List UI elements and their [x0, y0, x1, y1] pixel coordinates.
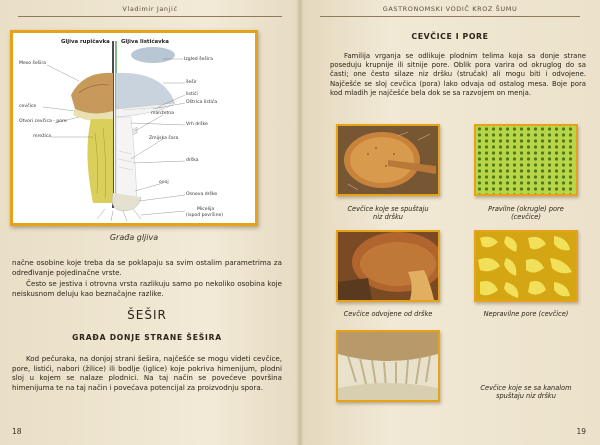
- section-heading-cevcice-pore: CEVČICE I PORE: [411, 32, 489, 41]
- paragraph-hymenium: Kod pečuraka, na donjoj strani šešira, najčešće se mogu videti cevčice, pore, listići, nabori (žilice) ili bodlje (iglice) koje pokriva himenijum, plodni sloj u kojem se nalaze plodnici. Na taj način se povećeve površina himenijuma te na taj način i povećava potencijal za proizvodnju spora.: [12, 354, 282, 392]
- caption-photo-3: Cevčice odvojene od drške: [343, 310, 433, 318]
- diagram-title-bolete: Gljiva rupičavka: [61, 39, 110, 45]
- label-micelija: Micelija: [197, 207, 215, 212]
- label-mrezica: mrežica: [33, 134, 52, 139]
- label-ispod-povrsine: (ispod površine): [186, 213, 224, 218]
- label-otvori-cevcica: Otvori cevčica - pore: [19, 119, 67, 124]
- book-gutter: [296, 0, 304, 445]
- mushroom-illustration: [13, 33, 255, 223]
- caption-photo-1: Cevčice koje se spuštaju niz dršku: [347, 205, 429, 222]
- label-cevcice: cevčice: [19, 104, 37, 109]
- paragraph-continuation: načne osobine koje treba da se poklapaju sa svim ostalim parametrima za određivanje pojedinačne vrste.: [12, 258, 282, 277]
- page-number-left: 18: [12, 427, 22, 436]
- section-heading-sesir: ŠEŠIR: [127, 308, 167, 322]
- page-number-right: 19: [576, 427, 586, 436]
- mushroom-anatomy-diagram: [10, 30, 258, 226]
- diagram-title-gilled: Gljiva listićavka: [121, 39, 169, 45]
- label-ovoj: ovoj: [159, 180, 169, 185]
- label-sesir: šešir: [186, 80, 197, 85]
- label-manzetna: manžetna: [151, 111, 174, 116]
- caption-photo-2: Pravilne (okrugle) pore (cevčice): [488, 205, 564, 222]
- label-zmijska-sara: Zmijska šara: [149, 136, 179, 141]
- label-ostrica-listica: Oštrica listića: [186, 100, 218, 105]
- photo-regular-pores: [474, 124, 578, 196]
- label-izgled-sesira: Izgled šešira: [184, 57, 213, 62]
- photo-tubes-with-channel: [336, 330, 440, 402]
- header-rule: [320, 16, 580, 17]
- photo-decurrent-tubes: [336, 124, 440, 196]
- label-listici: listići: [186, 92, 198, 97]
- running-head-left: Vladimir Janjić: [122, 5, 178, 13]
- caption-photo-4: Nepravilne pore (cevčice): [483, 310, 569, 318]
- label-osnova-drske: Osnova drške: [186, 192, 218, 197]
- label-drska: drška: [186, 158, 199, 163]
- photo-tubes-separated: [336, 230, 440, 302]
- diagram-caption: Građa gljiva: [109, 233, 159, 242]
- right-page: [300, 0, 600, 445]
- paragraph-boletes-intro: Familija vrganja se odlikuje plodnim telima koja sa donje strane poseduju krupnije ili sitnije pore. Oblik pora varira od okruglog do sa časti; one često silaze niz dršku (stručak) ali mogu biti i odvojene. Najčešće se sloj cevčica (pora) lako odvaja od ostalog mesa. Boje pora kod mladih je najčešće bela dok se sa razvojem on menja.: [330, 52, 586, 97]
- caption-photo-5: Cevčice koje se sa kanalom spuštaju niz dršku: [480, 384, 572, 401]
- photo-irregular-pores: [474, 230, 578, 302]
- running-head-right: GASTRONOMSKI VODIČ KROZ ŠUMU: [382, 5, 518, 13]
- label-meso-sesira: Meso šešira: [19, 61, 47, 66]
- paragraph-edible-vs-poisonous: Često se jestiva i otrovna vrsta razlikuju samo po nekoliko osobina koje neiskusnom deluju kao beznačajne razlike.: [12, 279, 282, 298]
- header-rule: [18, 16, 282, 17]
- subheading-cap-underside: GRAĐA DONJE STRANE ŠEŠIRA: [72, 333, 222, 342]
- label-vrh-drske: Vrh drške: [186, 122, 208, 127]
